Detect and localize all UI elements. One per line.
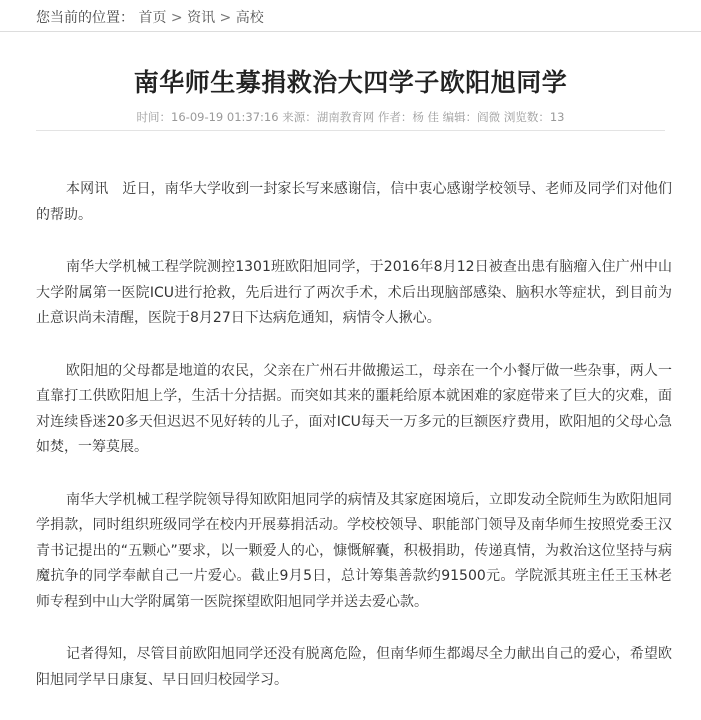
article-paragraph: 南华大学机械工程学院测控1301班欧阳旭同学，于2016年8月12日被查出患有脑瘤入住广州中山大学附属第一医院ICU进行抢救，先后进行了两次手术，术后出现脑部感染、脑积水等症状，到目前为止意识尚未清醒，医院于8月27日下达病危通知，病情令人揪心。: [36, 259, 672, 326]
article-paragraph: 欧阳旭的父母都是地道的农民，父亲在广州石井做搬运工，母亲在一个小餐厅做一些杂事，两人一直靠打工供欧阳旭上学，生活十分拮据。而突如其来的噩耗给原本就困难的家庭带来了巨大的灾难，面对连续昏迷20多天但迟迟不见好转的儿子，面对ICU每天一万多元的巨额医疗费用，欧阳旭的父母心急如焚，一筹莫展。: [36, 362, 672, 455]
article-title: 南华师生募捐救治大四学子欧阳旭同学: [133, 67, 568, 97]
breadcrumb: [36, 7, 264, 27]
article-paragraph: 记者得知，尽管目前欧阳旭同学还没有脱离危险，但南华师生都竭尽全力献出自己的爱心，希望欧阳旭同学早日康复、早日回归校园学习。: [36, 646, 672, 688]
breadcrumb-label: 您当前的位置：: [36, 10, 134, 26]
article-meta: [0, 109, 701, 125]
breadcrumb-home-link[interactable]: 首页: [138, 10, 167, 26]
breadcrumb-news-link[interactable]: 资讯: [187, 10, 216, 26]
article-body: [36, 177, 672, 720]
breadcrumb-separator: >: [219, 10, 232, 26]
meta-source: 来源：湖南教育网: [282, 110, 375, 124]
breadcrumb-college-link[interactable]: 高校: [235, 10, 264, 26]
breadcrumb-divider: [0, 31, 701, 32]
breadcrumb-separator: >: [170, 10, 183, 26]
article-paragraph: 南华大学机械工程学院领导得知欧阳旭同学的病情及其家庭困境后，立即发动全院师生为欧阳旭同学捐款，同时组织班级同学在校内开展募捐活动。学校校领导、职能部门领导及南华师生按照党委王汉青书记提出的“五颗心”要求，以一颗爱人的心，慷慨解囊，积极捐助，传递真情，为救治这位坚持与病魔抗争的同学奉献自己一片爱心。截止9月5日，总计筹集善款约91500元。学院派其班主任王玉林老师专程到中山大学附属第一医院探望欧阳旭同学并送去爱心款。: [36, 491, 672, 610]
meta-views: 浏览数：13: [503, 110, 565, 124]
meta-divider: [36, 130, 665, 131]
article-paragraph: 本网讯 近日，南华大学收到一封家长写来感谢信，信中衷心感谢学校领导、老师及同学们对他们的帮助。: [36, 181, 672, 223]
meta-editor: 编辑：阎微: [442, 110, 501, 124]
meta-time: 时间：16-09-19 01:37:16: [136, 110, 279, 124]
meta-author: 作者：杨 佳: [377, 110, 440, 124]
